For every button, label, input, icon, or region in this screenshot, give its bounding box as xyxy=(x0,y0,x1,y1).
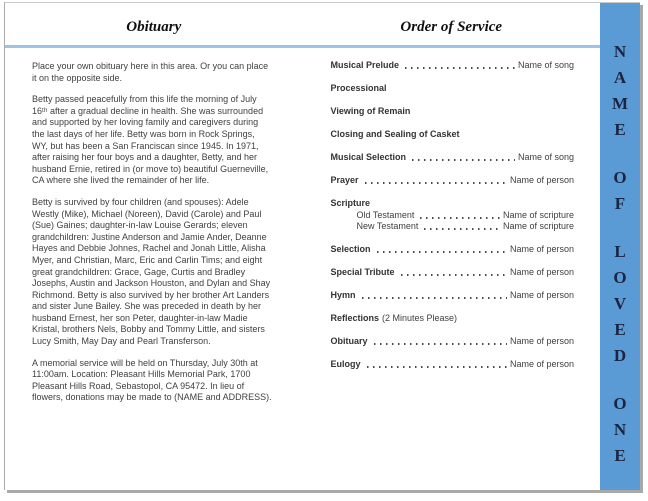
sidebar-letter: D xyxy=(613,346,627,365)
sidebar-word xyxy=(613,239,626,369)
service-label: Scripture xyxy=(330,198,371,208)
sidebar-letter: M xyxy=(611,94,629,113)
service-row xyxy=(331,129,575,141)
service-item xyxy=(331,175,575,187)
service-label: Processional xyxy=(330,83,387,93)
service-row xyxy=(331,175,575,187)
service-value: Name of song xyxy=(517,152,574,162)
service-subrow xyxy=(331,221,575,233)
obituary-paragraph: Betty passed peacefully from this life the morning of July 16ᵗʰ after a gradual decline in health. She was surrounded and supported by her loving family and caregivers during the last days of her life. Betty was born in Rock Springs, WY, but has been a San Franciscan since 1945. In 1971, after raising her four boys and a daughter, Betty, and her husband Ernie, retired in (or move to) beautiful Guerneville, CA where she lived the remainder of her life. xyxy=(32,94,269,186)
service-sublabel: New Testament xyxy=(356,221,419,231)
obituary-paragraph: Place your own obituary here in this area. Or you can place it on the opposite side. xyxy=(32,61,269,83)
sidebar-word xyxy=(613,165,626,217)
service-row xyxy=(331,152,575,164)
sidebar-letter: O xyxy=(613,394,627,413)
service-row xyxy=(331,267,575,279)
sidebar-word xyxy=(613,391,626,469)
sidebar-letter: A xyxy=(613,68,627,87)
service-value: Name of song xyxy=(517,60,574,70)
sidebar-letter: O xyxy=(613,268,627,287)
service-item xyxy=(331,106,575,118)
service-label-suffix: (2 Minutes Please) xyxy=(382,313,458,323)
service-label: Closing and Sealing of Casket xyxy=(330,129,460,139)
service-item xyxy=(331,60,575,72)
service-value: Name of person xyxy=(509,267,574,277)
sidebar-letter: E xyxy=(614,120,626,139)
service-item xyxy=(331,244,575,256)
service-value: Name of person xyxy=(509,290,574,300)
sidebar-letter: V xyxy=(613,294,627,313)
service-row xyxy=(331,313,575,325)
sidebar-word xyxy=(612,39,628,143)
service-label: Obituary xyxy=(330,336,368,346)
obituary-text-block xyxy=(32,61,273,404)
service-list xyxy=(331,60,575,371)
service-item xyxy=(331,83,575,95)
leader-dots xyxy=(412,159,515,161)
service-item xyxy=(331,129,575,141)
service-item xyxy=(331,313,575,325)
leader-dots xyxy=(401,274,507,276)
obituary-paragraph: Betty is survived by four children (and spouses): Adele Westly (Mike), Michael (Noreen), David (Carole) and Paul (Sue) Gaines; daughter-in-law Louise Gerards; eleven grandchildren: Justine Anderson and Jamie Ander, Deanne Hayes and Debbie Johnes, Rachel and Jonah Little, Alisha Myer, and Christian, Marc, Eric and Carlin Tims; and eight great grandchildren: Grace, Gage, Curtis and Bradley Josephs, Austin and Jackson Houston, and Dylan and Shay Richmond. Betty is also survived by her brother Art Landers and sister June Bailey. She was preceded in death by her husband Ernest, her son Peter, daughter-in-law Madie Kristal, brothers Nels, Bobby and Tommy Little, and sisters Lucy Smith, May Day and Pearl Transferson. xyxy=(32,196,271,347)
leader-dots xyxy=(405,67,515,69)
service-label: Musical Prelude xyxy=(330,60,400,70)
service-value: Name of scripture xyxy=(502,221,574,231)
sidebar-letter: E xyxy=(614,446,626,465)
service-value: Name of person xyxy=(509,359,574,369)
service-label: Reflections xyxy=(330,313,380,323)
leader-dots xyxy=(362,297,507,299)
service-subrow xyxy=(331,210,575,222)
service-row xyxy=(331,244,575,256)
order-of-service-panel xyxy=(303,3,601,490)
leader-dots xyxy=(424,228,500,230)
service-row xyxy=(331,198,575,210)
leader-dots xyxy=(365,182,507,184)
service-row xyxy=(331,336,575,348)
service-label: Hymn xyxy=(330,290,356,300)
service-sublabel: Old Testament xyxy=(356,209,415,220)
sidebar-letter: N xyxy=(613,42,627,61)
service-row xyxy=(331,106,575,118)
sidebar-letter: L xyxy=(614,242,626,261)
leader-dots xyxy=(367,366,507,368)
service-label: Viewing of Remain xyxy=(330,106,411,116)
service-item xyxy=(331,152,575,164)
service-row xyxy=(331,60,575,72)
obituary-paragraph: A memorial service will be held on Thursday, July 30th at 11:00am. Location: Pleasant Hills Memorial Park, 1700 Pleasant Hills Road, Sebastopol, CA 95472. In lieu of flowers, donations may be made to (NAME and ADDRESS). xyxy=(32,357,272,403)
sidebar-letter: O xyxy=(613,168,627,187)
name-of-loved-one-sidebar xyxy=(600,3,640,490)
service-value: Name of person xyxy=(509,336,574,346)
service-row xyxy=(331,359,575,371)
leader-dots xyxy=(420,217,500,219)
service-value: Name of person xyxy=(509,244,574,254)
service-row xyxy=(331,83,575,95)
order-of-service-title: Order of Service xyxy=(400,19,503,35)
service-item xyxy=(331,359,575,371)
service-label: Selection xyxy=(330,244,371,254)
obituary-panel xyxy=(5,3,303,490)
obituary-title: Obituary xyxy=(126,19,182,35)
service-label: Prayer xyxy=(330,175,359,185)
sidebar-letter: E xyxy=(614,320,626,339)
service-label: Special Tribute xyxy=(330,267,395,277)
sidebar-letter: F xyxy=(614,194,626,213)
leader-dots xyxy=(374,343,507,345)
service-value: Name of person xyxy=(509,175,574,185)
program-page xyxy=(4,2,640,490)
service-item xyxy=(331,267,575,279)
service-item xyxy=(331,336,575,348)
service-value: Name of scripture xyxy=(502,209,574,220)
service-row xyxy=(331,290,575,302)
service-label: Eulogy xyxy=(330,359,361,369)
sidebar-letter: N xyxy=(613,420,627,439)
leader-dots xyxy=(377,251,507,253)
page-columns xyxy=(5,3,600,490)
service-item xyxy=(331,290,575,302)
service-item xyxy=(331,198,575,233)
service-label: Musical Selection xyxy=(330,152,407,162)
